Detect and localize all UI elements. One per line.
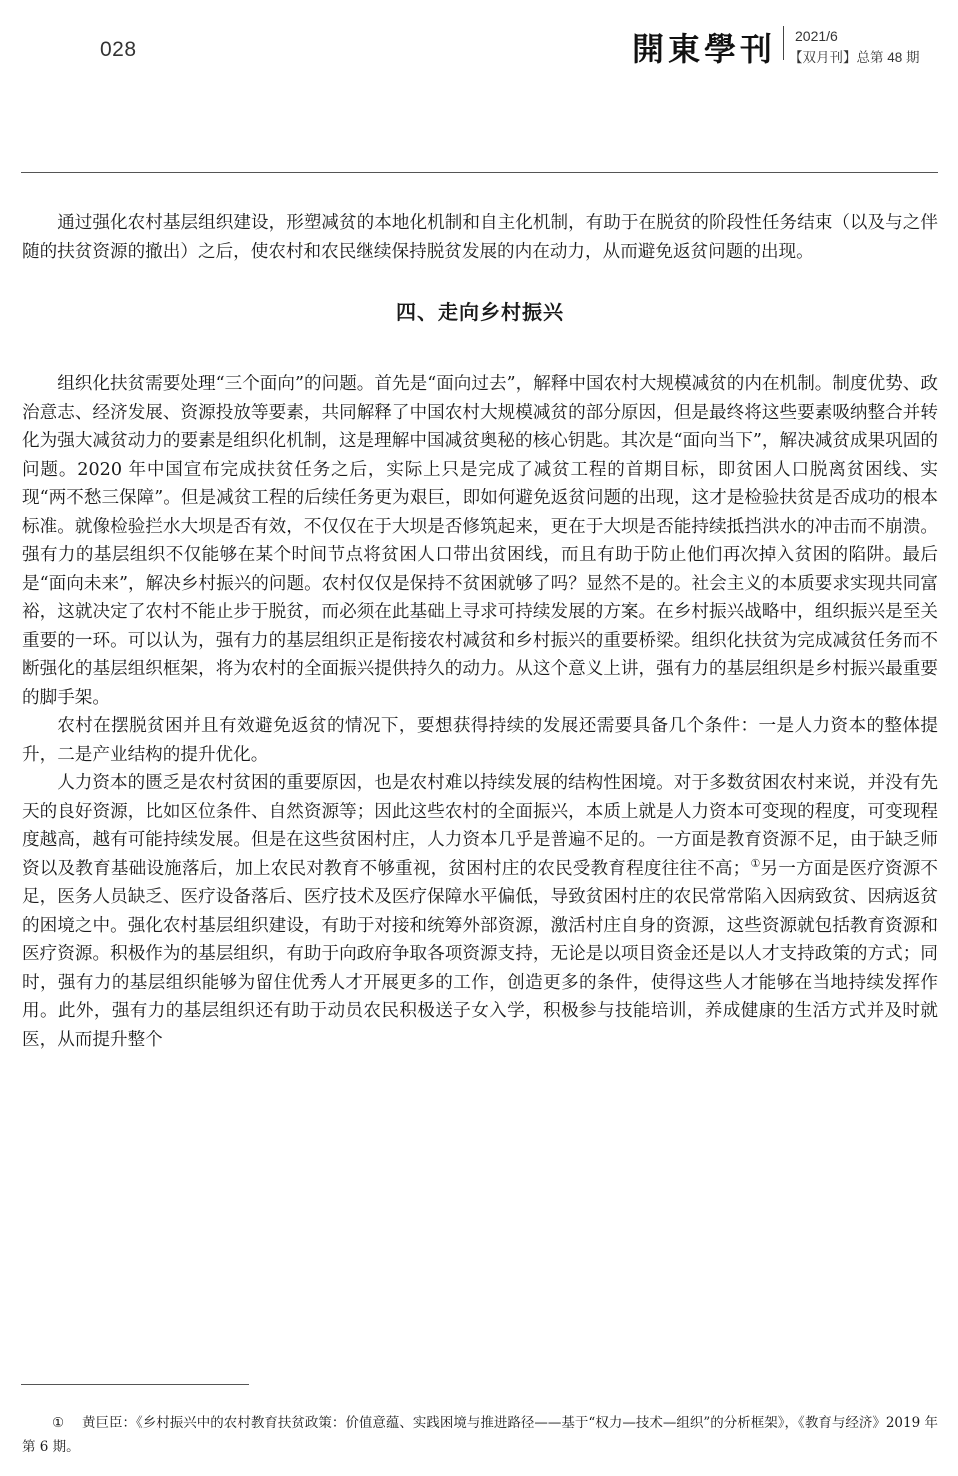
header-rule — [21, 172, 938, 173]
section-heading: 四、走向乡村振兴 — [396, 300, 564, 324]
footnote-marker: ① — [52, 1415, 65, 1431]
paragraph: 农村在摆脱贫困并且有效避免返贫的情况下，要想获得持续的发展还需要具备几个条件：一是人力资本的整体提升，二是产业结构的提升优化。 — [22, 716, 938, 765]
paragraph-text: 另一方面是医疗资源不足，医务人员缺乏、医疗设备落后、医疗技术及医疗保障水平偏低，导致贫困村庄的农民常常陷入因病致贫、因病返贫的困境之中。强化农村基层组织建设，有助于对接和统筹外部资源，激活村庄自身的资源，这些资源就包括教育资源和医疗资源。积极作为的基层组织，有助于向政府争取各项资源支持，无论是以项目资金还是以人才支持政策的方式；同时，强有力的基层组织能够为留住优秀人才开展更多的工作，创造更多的条件，使得这些人才能够在当地持续发挥作用。此外，强有力的基层组织还有助于动员农民积极送子女入学，积极参与技能培训，养成健康的生活方式并及时就医，从而提升整个 — [22, 858, 938, 1050]
issue-date: 2021/6 — [795, 28, 838, 44]
footnote — [22, 1411, 938, 1459]
footnote-text: 黄巨臣：《乡村振兴中的农村教育扶贫政策：价值意蕴、实践困境与推进路径——基于“权力—技术—组织”的分析框架》，《教育与经济》2019 年第 6 期。 — [22, 1415, 938, 1455]
article-body — [22, 209, 938, 1054]
paragraph: 通过强化农村基层组织建设，形塑减贫的本地化机制和自主化机制，有助于在脱贫的阶段性任务结束（以及与之伴随的扶贫资源的撤出）之后，使农村和农民继续保持脱贫发展的内在动力，从而避免返贫问题的出现。 — [22, 213, 938, 262]
footnote-rule — [21, 1384, 249, 1385]
paragraph — [22, 769, 938, 1054]
paragraph-text: 人力资本的匮乏是农村贫困的重要原因，也是农村难以持续发展的结构性困境。对于多数贫困农村来说，并没有先天的良好资源，比如区位条件、自然资源等；因此这些农村的全面振兴，本质上就是人力资本可变现的程度，可变现程度越高，越有可能持续发展。但是在这些贫困村庄，人力资本几乎是普遍不足的。一方面是教育资源不足，由于缺乏师资以及教育基础设施落后，加上农民对教育不够重视，贫困村庄的农民受教育程度往往不高； — [22, 773, 938, 879]
page-number: 028 — [100, 38, 137, 61]
header-divider — [783, 26, 784, 60]
issue-info: 【双月刊】总第 48 期 — [789, 50, 920, 65]
paragraph: 组织化扶贫需要处理“三个面向”的问题。首先是“面向过去”，解释中国农村大规模减贫的内在机制。制度优势、政治意志、经济发展、资源投放等要素，共同解释了中国农村大规模减贫的部分原因，但是最终将这些要素吸纳整合并转化为强大减贫动力的要素是组织化机制，这是理解中国减贫奥秘的核心钥匙。其次是“面向当下”，解决减贫成果巩固的问题。2020 年中国宣布完成扶贫任务之后，实际上只是完成了减贫工程的首期目标，即贫困人口脱离贫困线、实现“两不愁三保障”。但是减贫工程的后续任务更为艰巨，即如何避免返贫问题的出现，这才是检验扶贫是否成功的根本标准。就像检验拦水大坝是否有效，不仅仅在于大坝是否修筑起来，更在于大坝是否能持续抵挡洪水的冲击而不崩溃。强有力的基层组织不仅能够在某个时间节点将贫困人口带出贫困线，而且有助于防止他们再次掉入贫困的陷阱。最后是“面向未来”，解决乡村振兴的问题。农村仅仅是保持不贫困就够了吗？显然不是的。社会主义的本质要求实现共同富裕，这就决定了农村不能止步于脱贫，而必须在此基础上寻求可持续发展的方案。在乡村振兴战略中，组织振兴是至关重要的一环。可以认为，强有力的基层组织正是衔接农村减贫和乡村振兴的重要桥梁。组织化扶贫为完成减贫任务而不断强化的基层组织框架，将为农村的全面振兴提供持久的动力。从这个意义上讲，强有力的基层组织是乡村振兴最重要的脚手架。 — [22, 374, 938, 708]
footnote-reference[interactable]: ① — [750, 856, 761, 870]
journal-name-logo: 開東學刊 — [632, 30, 777, 68]
